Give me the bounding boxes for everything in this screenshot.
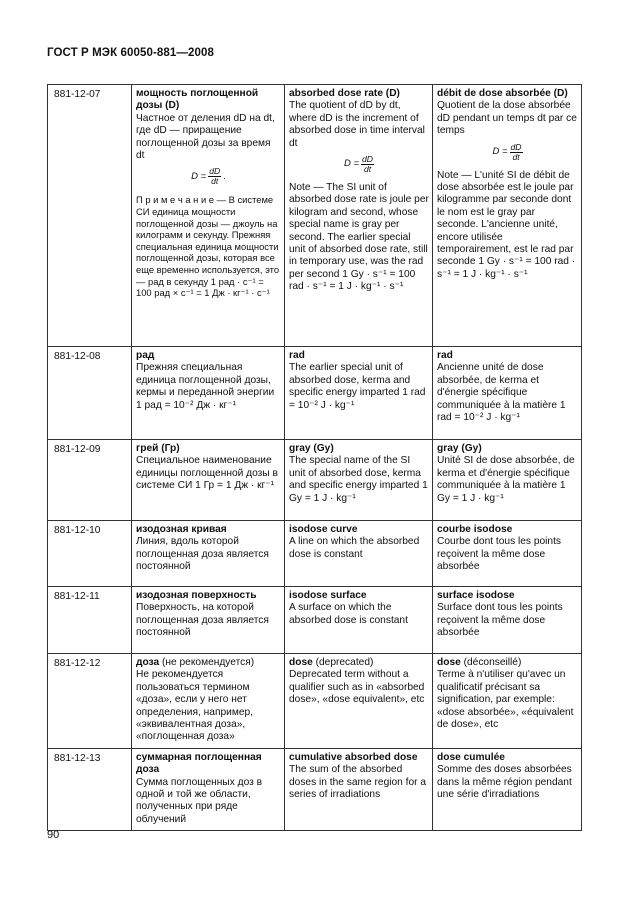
english-definition: The earlier special unit of absorbed dose, kerma and specific energy imparted 1 rad = 10⁻² J · kg⁻¹ bbox=[289, 362, 426, 411]
russian-definition: Поверхность, на которой поглощенная доза является постоянной bbox=[136, 602, 269, 639]
french-term: gray (Gy) bbox=[437, 443, 482, 454]
french-definition: Courbe dont tous les points reçoivent la même dose absorbée bbox=[437, 536, 562, 573]
english-definition: The quotient of dD by dt, where dD is the increment of absorbed dose in time interval dt bbox=[289, 100, 425, 149]
table-row bbox=[48, 347, 582, 440]
russian-note: П р и м е ч а н и е — В системе СИ единица мощности поглощенной дозы — джоуль на килограмм и секунду. Прежняя специальная единица мощности поглощенной дозы, которая все еще временно используется, это — рад в секунду 1 рад · с⁻¹ = 100 рад × с⁻¹ = 1 Дж · кг⁻¹ · с⁻¹ bbox=[136, 194, 280, 299]
french-cell bbox=[433, 748, 582, 830]
english-term: rad bbox=[289, 350, 305, 361]
russian-definition: Сумма поглощенных доз в одной и той же области, полученных при ряде облучений bbox=[136, 776, 263, 825]
formula-fraction bbox=[208, 167, 221, 186]
french-cell bbox=[433, 587, 582, 654]
french-term-note: (déconseillé) bbox=[460, 657, 522, 668]
english-cell bbox=[285, 85, 433, 347]
russian-cell bbox=[132, 748, 285, 830]
formula-lhs: D = bbox=[191, 170, 207, 182]
english-definition: The sum of the absorbed doses in the same region for a series of irradiations bbox=[289, 764, 427, 801]
formula-lhs: D = bbox=[343, 158, 360, 170]
formula-fraction bbox=[510, 143, 523, 162]
french-term: dose cumulée bbox=[437, 751, 505, 763]
english-cell bbox=[285, 440, 433, 521]
table-row bbox=[48, 587, 582, 654]
russian-term: доза bbox=[136, 657, 160, 668]
page-number: 90 bbox=[47, 829, 60, 841]
french-definition: Somme des doses absorbées dans la même région pendant une série d'irradiations bbox=[437, 764, 572, 801]
entry-code: 881-12-09 bbox=[48, 440, 132, 521]
french-cell bbox=[433, 654, 582, 749]
formula bbox=[437, 143, 578, 162]
formula-lhs: D = bbox=[492, 145, 508, 157]
french-term: débit de dose absorbée (D) bbox=[437, 88, 568, 99]
formula bbox=[289, 155, 429, 174]
russian-definition: Линия, вдоль которой поглощенная доза является постоянной bbox=[136, 536, 269, 573]
english-definition: A surface on which the absorbed dose is constant bbox=[289, 602, 408, 626]
table-row bbox=[48, 85, 582, 347]
russian-cell bbox=[132, 85, 285, 347]
english-term: cumulative absorbed dose bbox=[289, 751, 418, 763]
french-cell bbox=[433, 85, 582, 347]
formula-denominator: dt bbox=[512, 151, 520, 162]
english-term: absorbed dose rate (D) bbox=[289, 88, 400, 99]
russian-term: изодозная поверхность bbox=[136, 590, 257, 601]
french-definition: Unité SI de dose absorbée, de kerma et d'énergie spécifique communiquée à la matière 1 Gy = 1 J · kg⁻¹ bbox=[437, 455, 575, 504]
french-cell bbox=[433, 347, 582, 440]
russian-cell bbox=[132, 521, 285, 587]
russian-term: грей (Гр) bbox=[136, 443, 180, 454]
english-term: isodose curve bbox=[289, 524, 358, 535]
french-term: rad bbox=[437, 350, 453, 361]
formula-numerator: dD bbox=[362, 154, 374, 165]
french-definition: Terme à n'utiliser qu'avec un qualificatif précisant sa signification, par exemple: «dose absorbée», «équivalent de dose», etc bbox=[437, 669, 574, 731]
english-cell bbox=[285, 347, 433, 440]
entry-code: 881-12-08 bbox=[48, 347, 132, 440]
french-note: Note — L'unité SI de débit de dose absorbée est le joule par kilogramme par seconde dont le nom est le gray par seconde. L'ancienne unité, encore utilisée temporairement, est le rad par seconde 1 Gy · s⁻¹ = 100 rad · s⁻¹ = 1 J · kg⁻¹ · s⁻¹ bbox=[437, 169, 576, 280]
english-cell bbox=[285, 587, 433, 654]
french-cell bbox=[433, 521, 582, 587]
french-definition: Surface dont tous les points reçoivent la même dose absorbée bbox=[437, 602, 563, 639]
entry-code: 881-12-12 bbox=[48, 654, 132, 749]
french-definition: Quotient de la dose absorbée dD pendant un temps dt par ce temps bbox=[437, 100, 577, 137]
russian-term-note: (не рекомендуется) bbox=[159, 657, 255, 668]
russian-term: суммарная поглощенная доза bbox=[136, 751, 262, 776]
formula-fraction bbox=[361, 155, 374, 174]
french-definition: Ancienne unité de dose absorbée, de kerma et d'énergie spécifique communiquée à la matière 1 rad = 10⁻² J · kg⁻¹ bbox=[437, 362, 566, 424]
french-term: surface isodose bbox=[437, 590, 515, 601]
table-row bbox=[48, 521, 582, 587]
terms-table bbox=[47, 84, 582, 831]
english-definition: The special name of the SI unit of absorbed dose, kerma and specific energy imparted 1 Gy = 1 J · kg⁻¹ bbox=[289, 455, 428, 504]
english-cell bbox=[285, 654, 433, 749]
english-cell bbox=[285, 521, 433, 587]
entry-code: 881-12-13 bbox=[48, 748, 132, 830]
russian-definition: Частное от деления dD на dt, где dD — приращение поглощенной дозы за время dt bbox=[136, 112, 275, 162]
russian-term: мощность поглощенной дозы (D) bbox=[136, 88, 259, 112]
formula-suffix: . bbox=[223, 170, 226, 182]
russian-definition: Не рекомендуется пользоваться термином «доза», если у него нет определения, например, «эквивалентная доза», «поглощенная доза» bbox=[136, 669, 253, 743]
french-cell bbox=[433, 440, 582, 521]
russian-cell bbox=[132, 587, 285, 654]
formula-numerator: dD bbox=[510, 141, 522, 152]
russian-cell bbox=[132, 440, 285, 521]
english-term-note: (deprecated) bbox=[312, 657, 374, 668]
russian-definition: Прежняя специальная единица поглощенной дозы, кермы и переданной энергии 1 рад = 10⁻² Дж · кг⁻¹ bbox=[136, 362, 275, 411]
russian-definition: Специальное наименование единицы поглощенной дозы в системе СИ 1 Гр = 1 Дж · кг⁻¹ bbox=[136, 455, 278, 492]
english-term: gray (Gy) bbox=[289, 443, 334, 454]
formula-denominator: dt bbox=[363, 164, 372, 175]
entry-code: 881-12-10 bbox=[48, 521, 132, 587]
formula-denominator: dt bbox=[211, 176, 219, 187]
russian-term: рад bbox=[136, 350, 155, 361]
french-term: courbe isodose bbox=[437, 524, 513, 535]
formula-numerator: dD bbox=[209, 166, 221, 177]
table-row bbox=[48, 654, 582, 749]
english-term: isodose surface bbox=[289, 590, 367, 601]
russian-cell bbox=[132, 654, 285, 749]
table-row bbox=[48, 748, 582, 830]
formula bbox=[136, 167, 281, 186]
english-definition: Deprecated term without a qualifier such as in «absorbed dose», «dose equivalent», etc bbox=[289, 669, 425, 706]
french-term: dose bbox=[437, 657, 461, 668]
table-row bbox=[48, 440, 582, 521]
english-definition: A line on which the absorbed dose is constant bbox=[289, 536, 420, 560]
russian-cell bbox=[132, 347, 285, 440]
russian-term: изодозная кривая bbox=[136, 524, 227, 535]
entry-code: 881-12-11 bbox=[48, 587, 132, 654]
english-cell bbox=[285, 748, 433, 830]
english-term: dose bbox=[289, 657, 313, 668]
english-note: Note — The SI unit of absorbed dose rate is joule per kilogram and second, whose special name is gray per second. The earlier special unit of absorbed dose rate, still in temporary use, was the rad per second 1 Gy · s⁻¹ = 100 rad · s⁻¹ = 1 J · kg⁻¹ · s⁻¹ bbox=[289, 182, 429, 293]
page-header: ГОСТ Р МЭК 60050-881—2008 bbox=[47, 47, 214, 59]
entry-code: 881-12-07 bbox=[48, 85, 132, 347]
